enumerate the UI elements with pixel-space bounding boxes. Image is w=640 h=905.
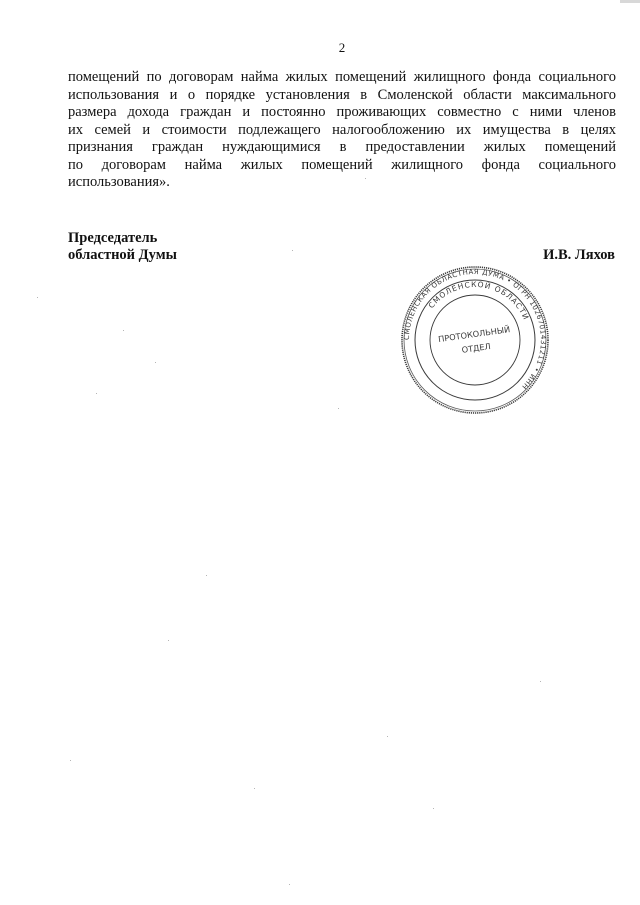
- body-paragraph: [68, 69, 616, 192]
- scan-speck: [206, 575, 207, 576]
- signatory-title: [68, 230, 177, 264]
- body-line: размера дохода граждан и постоянно проживающих совместно с ними членов: [68, 104, 616, 120]
- scan-speck: [540, 681, 541, 682]
- scan-edge-mark: [620, 0, 640, 3]
- page-number: 2: [338, 40, 346, 55]
- signatory-title-line: Председатель: [68, 230, 158, 246]
- scan-speck: [70, 760, 71, 761]
- scan-speck: [123, 330, 124, 331]
- scan-speck: [155, 362, 156, 363]
- scan-speck: [289, 884, 290, 885]
- scan-speck: [292, 250, 293, 251]
- signatory-name: И.В. Ляхов: [543, 247, 615, 263]
- body-line: признания граждан нуждающимися в предоставлении жилых помещений: [68, 139, 616, 155]
- body-line: их семей и стоимости подлежащего налогообложению их имущества в целях: [68, 121, 616, 138]
- body-line: по договорам найма жилых помещений жилищного фонда социального: [68, 156, 616, 173]
- signatory-title-line: областной Думы: [68, 247, 177, 263]
- seal-outer-text-path: СМОЛЕНСКАЯ ОБЛАСТНАЯ ДУМА • ОГРН 1026701431211 • ИНН: [402, 267, 548, 392]
- seal-inner-text-path: СМОЛЕНСКОЙ ОБЛАСТИ: [426, 279, 531, 322]
- scan-speck: [338, 408, 339, 409]
- scan-speck: [37, 297, 38, 298]
- scan-speck: [433, 808, 434, 809]
- scan-speck: [387, 736, 388, 737]
- scan-speck: [96, 393, 97, 394]
- scan-speck: [168, 640, 169, 641]
- seal-center-line1: ПРОТОКОЛЬНЫЙ: [437, 324, 511, 345]
- official-seal-stamp: [400, 265, 550, 415]
- scan-speck: [254, 788, 255, 789]
- body-line: использования и о порядке установления в Смоленской области максимального: [68, 86, 616, 103]
- body-line: использования».: [68, 174, 170, 190]
- body-line: помещений по договорам найма жилых помещений жилищного фонда социального: [68, 69, 616, 85]
- scan-speck: [365, 178, 366, 179]
- seal-center-line2: ОТДЕЛ: [460, 340, 492, 355]
